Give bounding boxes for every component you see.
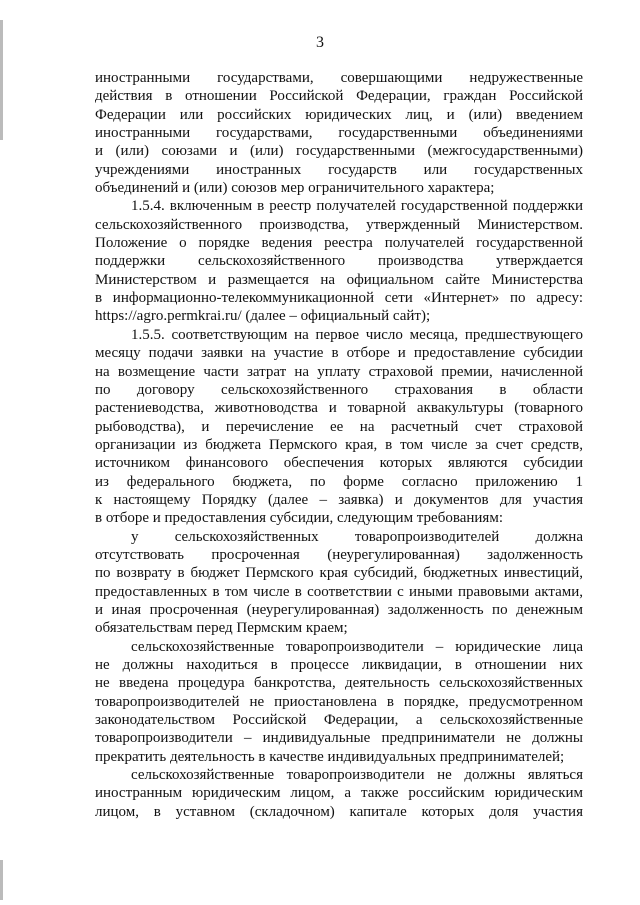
text-line: растениеводства, животноводства и товарной аквакультуры (товарного <box>95 400 583 417</box>
text-line: учреждениями иностранных государств или государственных <box>95 161 583 178</box>
text-line: сельскохозяйственного производства, утвержденный Министерством. <box>95 216 583 233</box>
text-line: и иная просроченная (неурегулированная) задолженность по денежным <box>95 601 583 618</box>
text-line: в отборе и предоставления субсидии, следующим требованиям: <box>95 510 503 527</box>
text-line: к настоящему Порядку (далее – заявка) и документов для участия <box>95 491 583 508</box>
text-line: товаропроизводители – индивидуальные предприниматели не должны <box>95 730 583 747</box>
text-line: поддержки сельскохозяйственного производства утверждается <box>95 253 583 270</box>
text-line: объединений и (или) союзов мер ограничительного характера; <box>95 180 495 197</box>
text-line: отсутствовать просроченная (неурегулированная) задолженность <box>95 546 583 563</box>
text-line: законодательством Российской Федерации, а сельскохозяйственные <box>95 712 583 729</box>
text-line: и (или) союзами и (или) государственными (межгосударственными) <box>95 143 583 160</box>
text-line: обязательствам перед Пермским краем; <box>95 620 348 637</box>
text-line: не должны находиться в процессе ликвидации, в отношении них <box>95 657 583 673</box>
text-line: прекратить деятельность в качестве индивидуальных предпринимателей; <box>95 748 565 765</box>
text-line: из федерального бюджета, по форме согласно приложению 1 <box>95 473 583 490</box>
document-body <box>95 69 583 821</box>
text-line: действия в отношении Российской Федерации, граждан Российской <box>95 88 583 105</box>
text-line: 1.5.4. включенным в реестр получателей государственной поддержки <box>131 198 583 215</box>
text-line: 1.5.5. соответствующим на первое число месяца, предшествующего <box>131 326 583 343</box>
text-line: не введена процедура банкротства, деятельность сельскохозяйственных <box>95 675 583 692</box>
text-line: на возмещение части затрат на уплату страховой премии, начисленной <box>95 363 583 380</box>
text-line: Министерством и размещается на официальном сайте Министерства <box>95 271 583 288</box>
text-line: в информационно-телекоммуникационной сети «Интернет» по адресу: <box>95 290 583 307</box>
text-line: иностранными государствами, совершающими недружественные <box>95 70 583 86</box>
text-line: рыбоводства), и перечисление ее на расчетный счет страховой <box>95 418 583 435</box>
text-line: https://agro.permkrai.ru/ (далее – официальный сайт); <box>95 308 431 325</box>
text-line: сельскохозяйственные товаропроизводители – юридические лица <box>131 638 583 655</box>
text-line: по возврату в бюджет Пермского края субсидий, бюджетных инвестиций, <box>95 565 583 582</box>
text-line: сельскохозяйственные товаропроизводители не должны являться <box>131 767 583 784</box>
text-line: Федерации или российских юридических лиц, и (или) введением <box>95 106 583 123</box>
text-line: месяцу подачи заявки на участие в отборе и предоставление субсидии <box>95 345 583 362</box>
text-line: по договору сельскохозяйственного страхования в области <box>95 381 583 398</box>
text-line: предоставленных в том числе в соответствии с иными правовыми актами, <box>95 583 583 600</box>
text-line: иностранными государствами, государственными объединениями <box>95 125 583 142</box>
text-line: лицом, в уставном (складочном) капитале которых доля участия <box>95 803 583 820</box>
text-line: товаропроизводителей не приостановлена в порядке, предусмотренном <box>95 693 583 710</box>
text-line: Положение о порядке ведения реестра получателей государственной <box>95 235 583 252</box>
scan-edge-mark <box>0 860 3 900</box>
text-line: иностранным юридическим лицом, а также российским юридическим <box>95 785 583 802</box>
text-line: источником финансового обеспечения которых являются субсидии <box>95 455 583 472</box>
text-line: у сельскохозяйственных товаропроизводителей должна <box>131 528 583 545</box>
text-line: организации из бюджета Пермского края, в том числе за счет средств, <box>95 436 583 453</box>
page-number: 3 <box>316 34 324 51</box>
